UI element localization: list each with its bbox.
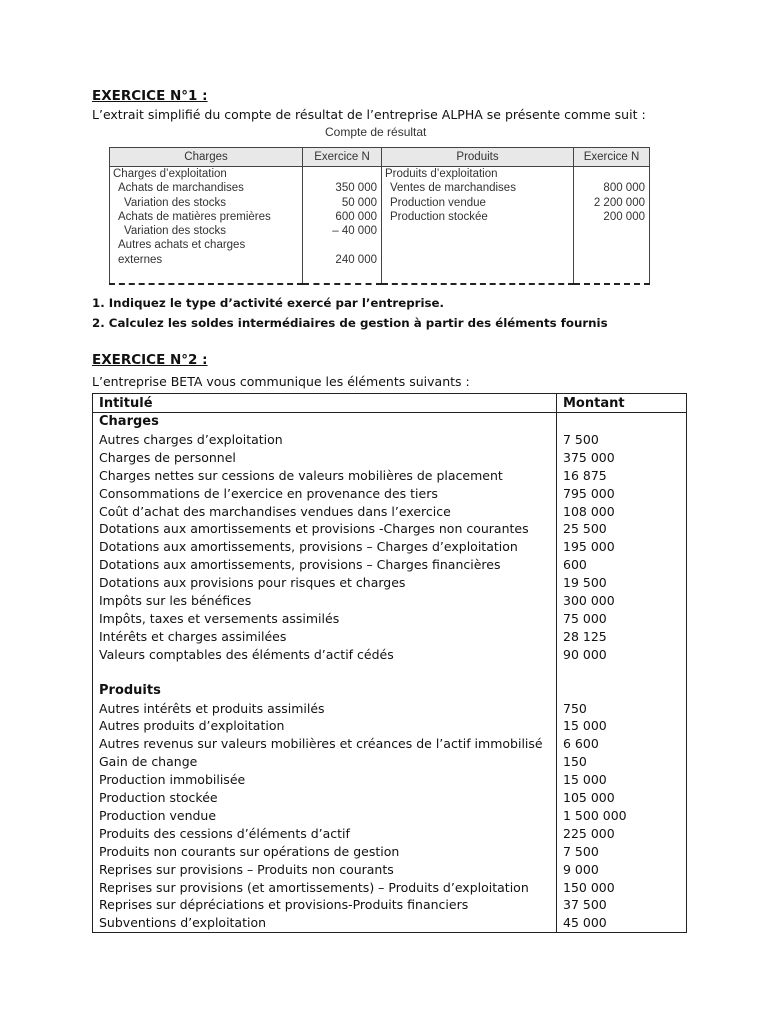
produit-label: Production vendue xyxy=(390,196,486,209)
charge-label: Variation des stocks xyxy=(124,196,227,209)
charge-label: Achats de matières premières xyxy=(118,210,271,223)
produit-value: 200 000 xyxy=(603,210,645,223)
charge-label: externes xyxy=(118,253,163,266)
col-header-charges: Charges xyxy=(110,148,303,167)
table-row-label: Dotations aux amortissements et provisions -Charges non courantes xyxy=(93,520,557,538)
charges-values xyxy=(303,167,382,285)
produit-label: Ventes de marchandises xyxy=(390,182,516,195)
table-row-value: 7 500 xyxy=(557,431,687,449)
charge-value: 350 000 xyxy=(335,182,377,195)
produits-values xyxy=(574,167,650,285)
produit-value: 800 000 xyxy=(603,182,645,195)
table-row-label: Autres revenus sur valeurs mobilières et créances de l’actif immobilisé xyxy=(93,735,557,753)
table-row-label: Reprises sur provisions (et amortissements) – Produits d’exploitation xyxy=(93,879,557,897)
produit-value: 2 200 000 xyxy=(593,196,645,209)
charge-value: 50 000 xyxy=(341,196,377,209)
table-row-label: Impôts, taxes et versements assimilés xyxy=(93,610,557,628)
question-2: 2. Calculez les soldes intermédiaires de gestion à partir des éléments fournis xyxy=(92,316,608,330)
col-header-intitule: Intitulé xyxy=(93,394,557,413)
exercise-2-intro: L’entreprise BETA vous communique les éléments suivants : xyxy=(92,374,470,389)
table-row-label: Reprises sur dépréciations et provisions-Produits financiers xyxy=(93,896,557,914)
table-row-value: 795 000 xyxy=(557,485,687,503)
table-row-label: Consommations de l’exercice en provenance des tiers xyxy=(93,485,557,503)
charge-value: 600 000 xyxy=(335,210,377,223)
table-row-value: 25 500 xyxy=(557,520,687,538)
table-row-value: 28 125 xyxy=(557,628,687,646)
table-row-value: 150 xyxy=(557,753,687,771)
question-1: 1. Indiquez le type d’activité exercé par l’entreprise. xyxy=(92,296,445,310)
elements-table xyxy=(92,393,687,933)
table-row-label: Production stockée xyxy=(93,789,557,807)
charge-value: 240 000 xyxy=(335,253,377,266)
table-row-value: 15 000 xyxy=(557,771,687,789)
table-row-value: 225 000 xyxy=(557,825,687,843)
table-row-label: Charges de personnel xyxy=(93,449,557,467)
col-header-exercice-charges: Exercice N xyxy=(303,148,382,167)
table-row-label: Reprises sur provisions – Produits non courants xyxy=(93,861,557,879)
table-row-value: 16 875 xyxy=(557,467,687,485)
table-row-label: Gain de change xyxy=(93,753,557,771)
table-row-label: Valeurs comptables des éléments d’actif cédés xyxy=(93,646,557,664)
table-row-value: 375 000 xyxy=(557,449,687,467)
charges-heading: Charges xyxy=(93,413,557,431)
income-statement-caption: Compte de résultat xyxy=(325,125,427,139)
produits-section-label: Produits d’exploitation xyxy=(385,168,498,180)
table-row-label: Autres intérêts et produits assimilés xyxy=(93,700,557,718)
table-row-value: 9 000 xyxy=(557,861,687,879)
col-header-montant: Montant xyxy=(557,394,687,413)
table-row-value: 19 500 xyxy=(557,574,687,592)
table-row-value: 6 600 xyxy=(557,735,687,753)
table-row-value: 300 000 xyxy=(557,592,687,610)
exercise-1-intro: L’extrait simplifié du compte de résultat de l’entreprise ALPHA se présente comme suit : xyxy=(92,107,646,122)
table-row-value: 15 000 xyxy=(557,717,687,735)
charge-label: Variation des stocks xyxy=(124,225,227,238)
table-row-label: Dotations aux amortissements, provisions – Charges d’exploitation xyxy=(93,538,557,556)
table-row-value: 75 000 xyxy=(557,610,687,628)
charges-labels xyxy=(110,167,303,285)
col-header-exercice-produits: Exercice N xyxy=(574,148,650,167)
table-row-value: 45 000 xyxy=(557,914,687,932)
table-row-label: Intérêts et charges assimilées xyxy=(93,628,557,646)
charge-label: Achats de marchandises xyxy=(118,182,244,195)
exercise-2-title: EXERCICE N°2 : xyxy=(92,352,208,368)
table-row-label: Production immobilisée xyxy=(93,771,557,789)
table-row-label: Charges nettes sur cessions de valeurs mobilières de placement xyxy=(93,467,557,485)
charges-section-label: Charges d’exploitation xyxy=(113,168,227,180)
table-row-label: Impôts sur les bénéfices xyxy=(93,592,557,610)
income-statement-table xyxy=(109,147,650,285)
col-header-produits: Produits xyxy=(382,148,574,167)
table-row-value: 150 000 xyxy=(557,879,687,897)
table-row-label: Coût d’achat des marchandises vendues dans l’exercice xyxy=(93,503,557,521)
table-row-label: Autres produits d’exploitation xyxy=(93,717,557,735)
table-row-label: Dotations aux provisions pour risques et charges xyxy=(93,574,557,592)
table-row-value: 195 000 xyxy=(557,538,687,556)
charge-value: – 40 000 xyxy=(332,225,377,238)
exercise-1-title: EXERCICE N°1 : xyxy=(92,88,208,104)
table-row-label: Produits non courants sur opérations de gestion xyxy=(93,843,557,861)
table-row-label: Produits des cessions d’éléments d’actif xyxy=(93,825,557,843)
table-row-label: Dotations aux amortissements, provisions – Charges financières xyxy=(93,556,557,574)
table-row-label: Subventions d’exploitation xyxy=(93,914,557,932)
table-row-value: 37 500 xyxy=(557,896,687,914)
elements-table-body xyxy=(93,413,687,933)
table-row-value: 90 000 xyxy=(557,646,687,664)
table-row-value: 105 000 xyxy=(557,789,687,807)
table-row-label: Production vendue xyxy=(93,807,557,825)
table-row-label: Autres charges d’exploitation xyxy=(93,431,557,449)
table-row-value: 7 500 xyxy=(557,843,687,861)
table-row-value: 1 500 000 xyxy=(557,807,687,825)
table-row-value: 108 000 xyxy=(557,503,687,521)
produit-label: Production stockée xyxy=(390,210,488,223)
table-row-value: 600 xyxy=(557,556,687,574)
charge-label: Autres achats et charges xyxy=(118,239,246,252)
produits-heading: Produits xyxy=(93,682,557,700)
produits-labels xyxy=(382,167,574,285)
table-row-value: 750 xyxy=(557,700,687,718)
charge-value xyxy=(303,238,377,252)
